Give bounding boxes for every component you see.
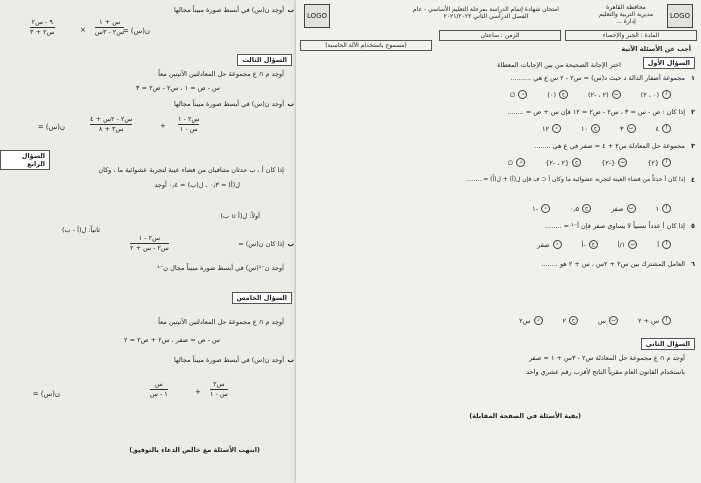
top-fraction-2: ٩ - س٢ س٢ + ٣ <box>30 18 55 36</box>
calculator-note: (مسموح باستخدام الآلة الحاسبة) <box>300 40 432 51</box>
q1-item-1-choices <box>510 90 671 99</box>
q5-fraction-1: س٢ س - ١ <box>210 380 228 398</box>
q1-title: السؤال الأول <box>643 57 695 69</box>
q3-item2: أوجد ن(س) في أبسط صورة مبيناً مجالها <box>173 100 284 108</box>
q4-item1a: إذا كان أ ، ب حدثان متنافيان من فضاء عينة لتجربة عشوائية ما ، وكان <box>98 166 284 174</box>
choice-option[interactable]: أ (٠ ، ٢) <box>641 90 671 99</box>
choice-option[interactable]: ج {٢ ، -٢} <box>545 158 581 167</box>
choice-option[interactable]: أ ٤ <box>656 124 672 133</box>
plus-sign: + <box>160 122 166 130</box>
right-exam-page <box>296 0 701 483</box>
left-exam-page <box>0 0 300 483</box>
q1-item-2-choices <box>542 124 671 133</box>
choice-option[interactable]: أ أ <box>657 240 671 249</box>
instructions: أجب عن الأسئلة الآتية <box>621 45 691 53</box>
continue-note: (بقية الأسئلة في الصفحة المقابلة) <box>469 412 581 420</box>
top-item-label: أوجد ن(س) في أبسط صورة مبيناً مجالها <box>173 6 284 14</box>
item-number: ٣ <box>691 142 695 150</box>
ministry-logo: LOGO <box>304 4 330 28</box>
item-number: ب <box>287 6 294 14</box>
q2-item1: أوجد م ∩ ع مجموعة حل المعادلة س٢ - ٣س + ١ = صفر <box>528 354 685 362</box>
q3-fraction-1: س٢ - ١ س - ١ <box>178 115 200 133</box>
choice-option[interactable]: ب (٢ ، -٢) <box>588 90 621 99</box>
item-number: ب <box>287 240 294 248</box>
choice-option[interactable]: ب ٣ <box>620 124 636 133</box>
choice-option[interactable]: أ {٢} <box>647 158 671 167</box>
choice-option[interactable]: ج ٢ <box>563 316 579 325</box>
choice-option[interactable]: ب ١/أ <box>618 240 638 249</box>
header-authority: محافظة القاهرة مديرية التربية والتعليم إدارة ... <box>598 4 654 25</box>
plus-sign: + <box>195 388 201 396</box>
item-number: ٦ <box>691 260 695 268</box>
time-box: الزمن : ساعتان <box>439 30 561 41</box>
q4-item2a: إذا كان ن(س) = <box>238 240 284 248</box>
choice-option[interactable]: د -١ <box>532 204 550 213</box>
item-number: ٥ <box>691 222 695 230</box>
q4-part2: ثانياً: ل(أ - ب) <box>62 226 100 234</box>
q5-lhs: ن(س) = <box>32 390 60 398</box>
q5-item2: أوجد ن(س) في أبسط صورة مبيناً مجالها <box>173 356 284 364</box>
multiply-sign: × <box>80 26 86 34</box>
q1-item-2: إذا كان : ص - س = ٣ ، س٢ - ص٢ = ١٢ فإن س + ص = ........ <box>507 108 685 116</box>
q1-item-1: مجموعة أصفار الدالة د حيث د(س) = س٢ - ٢ س ع هي .......... <box>510 74 685 82</box>
choice-option[interactable]: ج -أ <box>582 240 598 249</box>
choice-option[interactable]: د صفر <box>537 240 561 249</box>
choice-option[interactable]: أ ١ <box>656 204 672 213</box>
choice-option[interactable]: د ∅ <box>508 158 526 167</box>
top-fraction-1: س + ١ س٢ - ٣س <box>95 18 125 36</box>
q5-fraction-2: س ١ - س <box>150 380 168 398</box>
choice-option[interactable]: د س٢ <box>519 316 542 325</box>
item-number: ١ <box>691 74 695 82</box>
choice-option[interactable]: أ س + ٢ <box>638 316 671 325</box>
q4-fraction: س٢ - ١ س٢ - س + ٢ <box>130 234 169 252</box>
q5-item1: أوجد م ∩ ع مجموعة حل المعادلتين الآتيتين معاً <box>158 318 284 326</box>
q4-part1: أولاً: ل(أ ∪ ب) <box>220 212 260 220</box>
q4-item1b: ل(أ) = ٠٫٣ ، ل(ب) = ٠٫٤ أوجد <box>154 181 240 189</box>
item-number: ب <box>287 100 294 108</box>
q3-equations: س - ص = ١ ، س٢ - ص٢ = ٣ <box>136 84 220 92</box>
ministry-logo: LOGO <box>667 4 693 28</box>
q3-title: السؤال الثالث <box>237 54 292 66</box>
q4-item2b: أوجد ن⁻¹(س) في أبسط صورة مبيناً مجال ن⁻¹ <box>157 264 284 272</box>
item-number: ٢ <box>691 108 695 116</box>
q2-title: السؤال الثاني <box>641 338 695 350</box>
q1-instruction: اختر الإجابة الصحيحة من بين الإجابات المعطاة <box>497 61 621 69</box>
top-item-lhs: ن(س) = <box>122 27 150 35</box>
q1-item-6-choices <box>519 316 671 325</box>
q1-item-3-choices <box>508 158 671 167</box>
q1-item-4: إذا كان أ حدثاً من فضاء العينة لتجربة عشوائية ما وكان أ ⊂ ف فإن ل(أ) + ل(أَ) = ........ <box>466 176 685 183</box>
q1-item-6: العامل المشترك بين س٢ + ٢س ، س + ٢ هو ........ <box>541 260 685 268</box>
q3-fraction-2: س٢ - ٢س + ٤ س٣ + ٨ <box>90 115 133 133</box>
subject-box: المادة : الجبر والإحصاء <box>565 30 697 41</box>
q3-lhs: ن(س) = <box>37 123 65 131</box>
choice-option[interactable]: ب {-٢} <box>601 158 627 167</box>
choice-option[interactable]: ج ١٠ <box>581 124 600 133</box>
item-number: ب <box>287 356 294 364</box>
choice-option[interactable]: د ∅ <box>510 90 528 99</box>
q5-title: السؤال الخامس <box>232 292 293 304</box>
q4-title: السؤال الرابع <box>0 150 50 170</box>
choice-option[interactable]: ج ٠٫٥ <box>570 204 591 213</box>
q1-item-3: مجموعة حل المعادلة س٢ + ٤ = صفر في ع هي ........ <box>534 142 685 150</box>
exam-end-footer: (انتهت الأسئلة مع خالص الدعاء بالتوفيق) <box>129 446 260 454</box>
q1-item-5: إذا كان أ عدداً نسبياً لا يساوي صفر فإن أ⁻¹ = ........ <box>545 222 685 230</box>
choice-option[interactable]: ج (٠) <box>547 90 568 99</box>
q3-item1: أوجد م ∩ ع مجموعة حل المعادلتين الآتيتين معاً <box>158 70 284 78</box>
header-exam-info: امتحان شهادة إتمام الدراسة بمرحلة التعليم الأساسي - عام الفصل الدراسي الثاني ٢٠٢١/٢٠٢٢ <box>413 6 559 20</box>
q5-equations: س - ص = صفر ، س٢ + ص٢ = ٢ <box>124 336 220 344</box>
q1-item-4-choices <box>532 204 671 213</box>
choice-option[interactable]: ب صفر <box>611 204 635 213</box>
q1-item-5-choices <box>537 240 671 249</box>
choice-option[interactable]: د ١٢ <box>542 124 561 133</box>
item-number: ٤ <box>691 176 695 184</box>
q2-item1b: باستخدام القانون العام مقرباً الناتج لأقرب رقم عشري واحد <box>526 368 685 376</box>
choice-option[interactable]: ب س <box>598 316 618 325</box>
